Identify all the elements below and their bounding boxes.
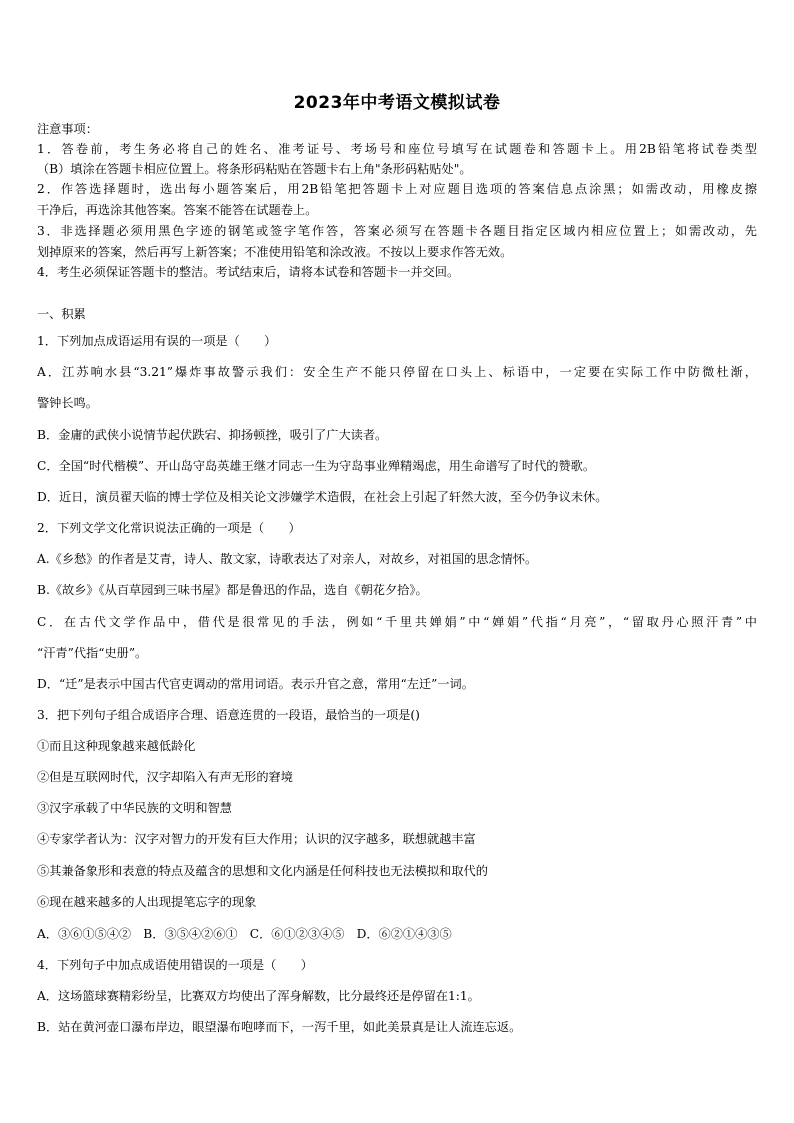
sentence-item: ⑥现在越来越多的人出现提笔忘字的现象 bbox=[37, 895, 257, 909]
question-stem: 4．下列句子中加点成语使用错误的一项是（ ） bbox=[37, 958, 313, 972]
notice-line: 1．答卷前，考生务必将自己的姓名、准考证号、考场号和座位号填写在试题卷和答题卡上。用2B铅笔将试卷类型 bbox=[37, 142, 757, 156]
notice-line: 2．作答选择题时，选出每小题答案后，用2B铅笔把答题卡上对应题目选项的答案信息点涂黑；如需改动，用橡皮擦 bbox=[37, 182, 757, 196]
option-b: B．站在黄河壶口瀑布岸边，眼望瀑布咆哮而下，一泻千里，如此美景真是让人流连忘返。 bbox=[37, 1020, 522, 1034]
question-stem: 2．下列文学文化常识说法正确的一项是（ ） bbox=[37, 521, 301, 535]
option-c-continued: “汗青”代指“史册”。 bbox=[37, 646, 148, 660]
question-stem: 1．下列加点成语运用有误的一项是（ ） bbox=[37, 334, 277, 348]
sentence-item: ③汉字承载了中华民族的文明和智慧 bbox=[37, 801, 232, 815]
page-title: 2023年中考语文模拟试卷 bbox=[293, 93, 501, 113]
answer-options: A．③⑥①⑤④② B．③⑤④②⑥① C．⑥①②③④⑤ D．⑥②①④③⑤ bbox=[37, 927, 452, 941]
notice-heading: 注意事项： bbox=[37, 122, 98, 136]
sentence-item: ②但是互联网时代，汉字却陷入有声无形的窘境 bbox=[37, 770, 293, 784]
notice-line: 4．考生必须保证答题卡的整洁。考试结束后，请将本试卷和答题卡一并交回。 bbox=[37, 265, 460, 279]
notice-line: 3．非选择题必须用黑色字迹的钢笔或签字笔作答，答案必须写在答题卡各题目指定区域内相应位置上；如需改动，先 bbox=[37, 224, 757, 238]
sentence-item: ①而且这种现象越来越低龄化 bbox=[37, 739, 196, 753]
option-a-continued: 警钟长鸣。 bbox=[37, 396, 98, 410]
notice-line: 划掉原来的答案，然后再写上新答案；不准使用铅笔和涂改液。不按以上要求作答无效。 bbox=[37, 245, 513, 259]
notice-line: 干净后，再选涂其他答案。答案不能答在试题卷上。 bbox=[37, 203, 318, 217]
option-c: C．全国“时代楷模”、开山岛守岛英雄王继才同志一生为守岛事业殚精竭虑，用生命谱写了时代的赞歌。 bbox=[37, 459, 596, 473]
section-heading: 一、积累 bbox=[37, 307, 86, 321]
option-b: B．金庸的武侠小说情节起伏跌宕、抑扬顿挫，吸引了广大读者。 bbox=[37, 428, 388, 442]
option-d: D．近日，演员翟天临的博士学位及相关论文涉嫌学术造假，在社会上引起了轩然大波，至今仍争议未休。 bbox=[37, 490, 608, 504]
sentence-item: ④专家学者认为：汉字对智力的开发有巨大作用；认识的汉字越多，联想就越丰富 bbox=[37, 832, 476, 846]
notice-line: （B）填涂在答题卡相应位置上。将条形码粘贴在答题卡右上角"条形码粘贴处"。 bbox=[37, 162, 472, 176]
sentence-item: ⑤其兼备象形和表意的特点及蕴含的思想和文化内涵是任何科技也无法模拟和取代的 bbox=[37, 864, 488, 878]
option-a: A．这场篮球赛精彩纷呈，比赛双方均使出了浑身解数，比分最终还是停留在1:1。 bbox=[37, 989, 480, 1003]
option-a: A．江苏响水县“3.21”爆炸事故警示我们：安全生产不能只停留在口头上、标语中，一定要在实际工作中防微杜渐， bbox=[37, 365, 757, 379]
option-c: C．在古代文学作品中，借代是很常见的手法，例如“千里共婵娟”中“婵娟”代指“月亮”，“留取丹心照汗青”中 bbox=[37, 615, 757, 629]
question-stem: 3．把下列句子组合成语序合理、语意连贯的一段语，最恰当的一项是() bbox=[37, 708, 420, 722]
option-d: D．“迁”是表示中国古代官吏调动的常用词语。表示升官之意，常用“左迁”一词。 bbox=[37, 677, 474, 691]
option-b: B.《故乡》《从百草园到三味书屋》都是鲁迅的作品，选自《朝花夕拾》。 bbox=[37, 583, 428, 597]
option-a: A.《乡愁》的作者是艾青，诗人、散文家，诗歌表达了对亲人，对故乡，对祖国的思念情怀。 bbox=[37, 552, 538, 566]
